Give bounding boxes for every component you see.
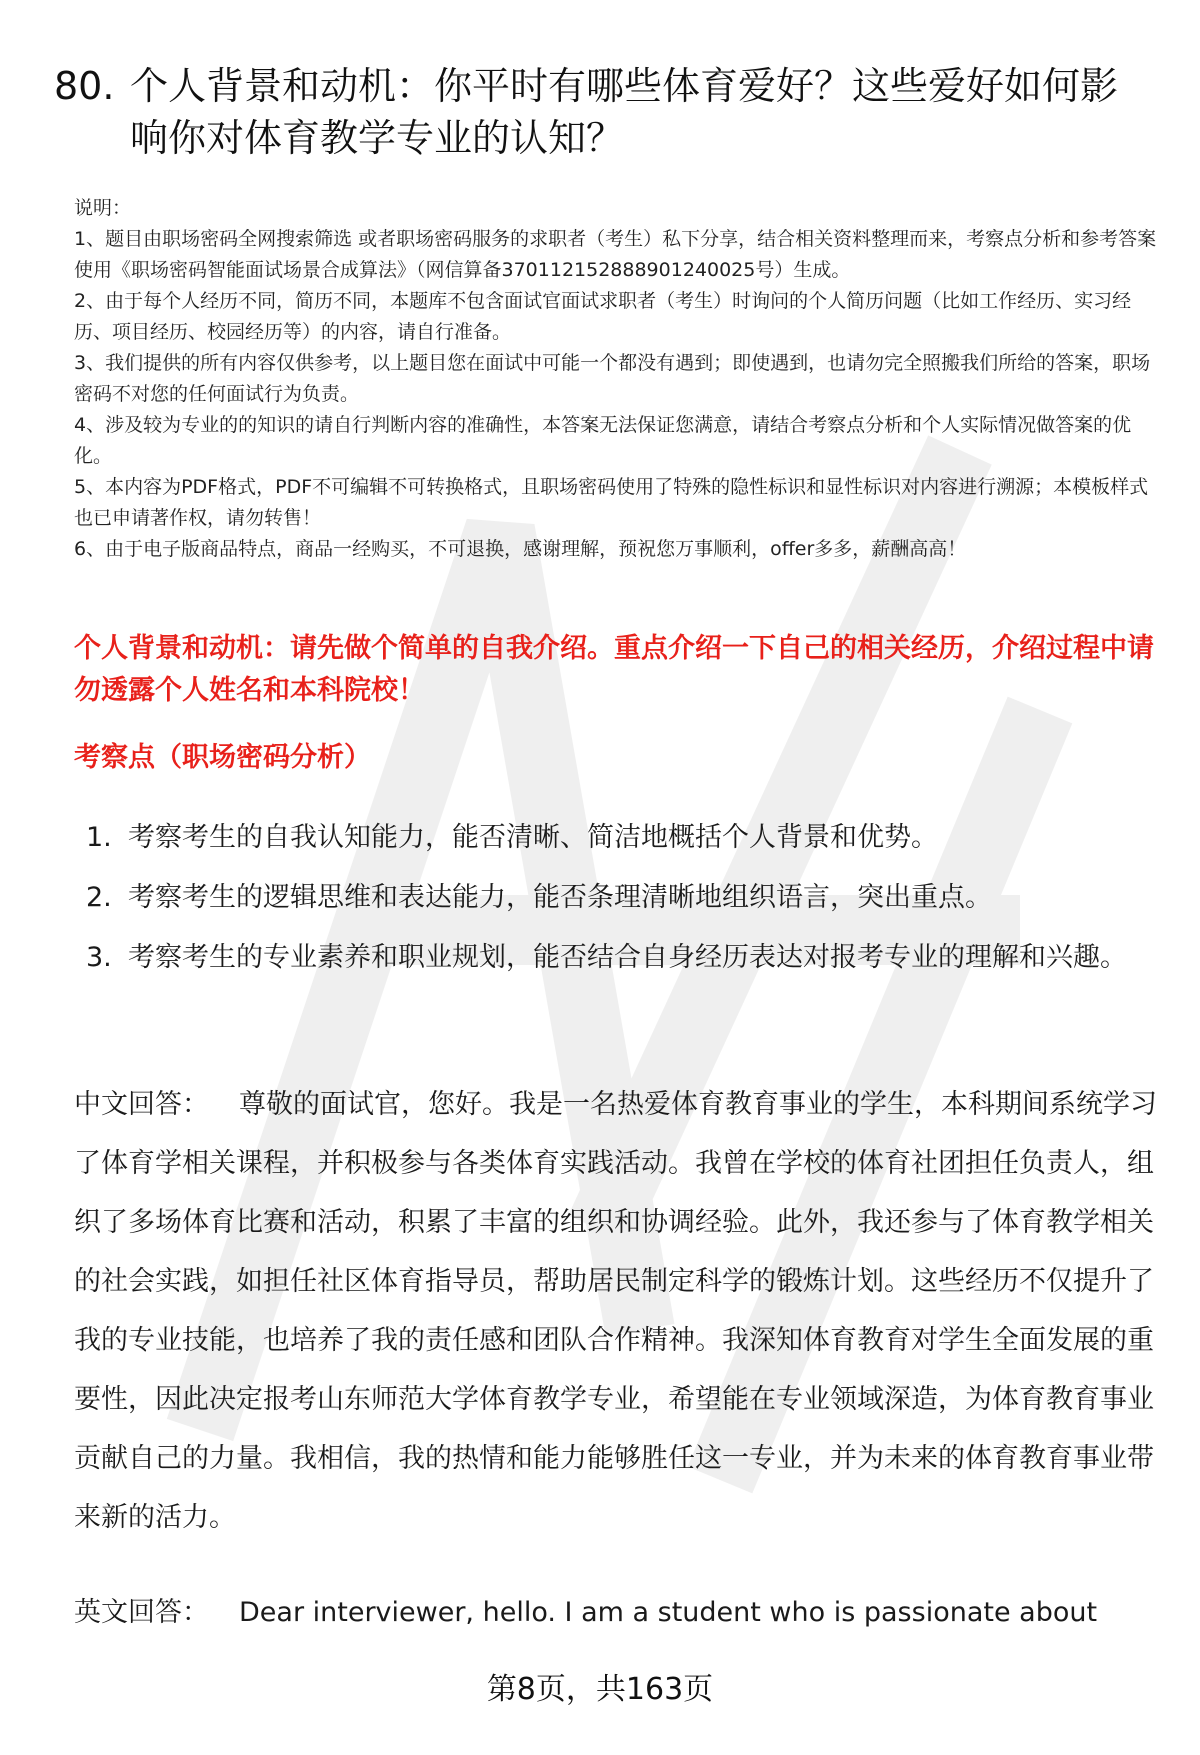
interview-question: 个人背景和动机：请先做个简单的自我介绍。重点介绍一下自己的相关经历，介绍过程中请勿透露个人姓名和本科院校！ [74, 633, 1154, 706]
note-item: 1、题目由职场密码全网搜索筛选 或者职场密码服务的求职者（考生）私下分享，结合相关资料整理而来，考察点分析和参考答案使用《职场密码智能面试场景合成算法》（网信算备370112152888901240025号）生成。 [74, 228, 1157, 281]
analysis-points [74, 808, 1159, 988]
notes-section [74, 193, 1159, 565]
note-item: 5、本内容为PDF格式，PDF不可编辑不可转换格式，且职场密码使用了特殊的隐性标识和显性标识对内容进行溯源；本模板样式也已申请著作权，请勿转售！ [74, 476, 1149, 529]
note-item: 4、涉及较为专业的的知识的请自行判断内容的准确性，本答案无法保证您满意，请结合考察点分析和个人实际情况做答案的优化。 [74, 414, 1132, 467]
english-answer-text: Dear interviewer, hello. I am a student who is passionate about [239, 1597, 1098, 1628]
analysis-heading: 考察点（职场密码分析） [74, 742, 371, 773]
chinese-answer-label: 中文回答： [74, 1089, 209, 1120]
analysis-point [74, 928, 1159, 988]
point-number: 3. [86, 942, 112, 973]
question-text: 个人背景和动机：你平时有哪些体育爱好？这些爱好如何影响你对体育教学专业的认知？ [130, 64, 1119, 160]
analysis-point [74, 808, 1159, 868]
note-item: 6、由于电子版商品特点，商品一经购买，不可退换，感谢理解，预祝您万事顺利，offer多多，薪酬高高！ [74, 538, 967, 560]
point-text: 考察考生的自我认知能力，能否清晰、简洁地概括个人背景和优势。 [128, 822, 938, 853]
chinese-answer-text: 尊敬的面试官，您好。我是一名热爱体育教育事业的学生，本科期间系统学习了体育学相关课程，并积极参与各类体育实践活动。我曾在学校的体育社团担任负责人，组织了多场体育比赛和活动，积累了丰富的组织和协调经验。此外，我还参与了体育教学相关的社会实践，如担任社区体育指导员，帮助居民制定科学的锻炼计划。这些经历不仅提升了我的专业技能，也培养了我的责任感和团队合作精神。我深知体育教育对学生全面发展的重要性，因此决定报考山东师范大学体育教学专业，希望能在专业领域深造，为体育教育事业贡献自己的力量。我相信，我的热情和能力能够胜任这一专业，并为未来的体育教育事业带来新的活力。 [74, 1089, 1157, 1533]
point-text: 考察考生的逻辑思维和表达能力，能否条理清晰地组织语言，突出重点。 [128, 882, 992, 913]
point-number: 2. [86, 882, 112, 913]
question-title [54, 60, 1154, 164]
note-item: 2、由于每个人经历不同，简历不同，本题库不包含面试官面试求职者（考生）时询问的个人简历问题（比如工作经历、实习经历、项目经历、校园经历等）的内容，请自行准备。 [74, 290, 1132, 343]
question-number: 80. [54, 64, 115, 108]
point-text: 考察考生的专业素养和职业规划，能否结合自身经历表达对报考专业的理解和兴趣。 [128, 942, 1127, 973]
chinese-answer [74, 1075, 1159, 1547]
notes-heading: 说明： [74, 197, 132, 219]
point-number: 1. [86, 822, 112, 853]
page-number-footer: 第8页，共163页 [486, 1672, 714, 1707]
english-answer-label: 英文回答： [74, 1597, 209, 1628]
analysis-point [74, 868, 1159, 928]
note-item: 3、我们提供的所有内容仅供参考，以上题目您在面试中可能一个都没有遇到；即使遇到，也请勿完全照搬我们所给的答案，职场密码不对您的任何面试行为负责。 [74, 352, 1151, 405]
english-answer [74, 1583, 1159, 1642]
